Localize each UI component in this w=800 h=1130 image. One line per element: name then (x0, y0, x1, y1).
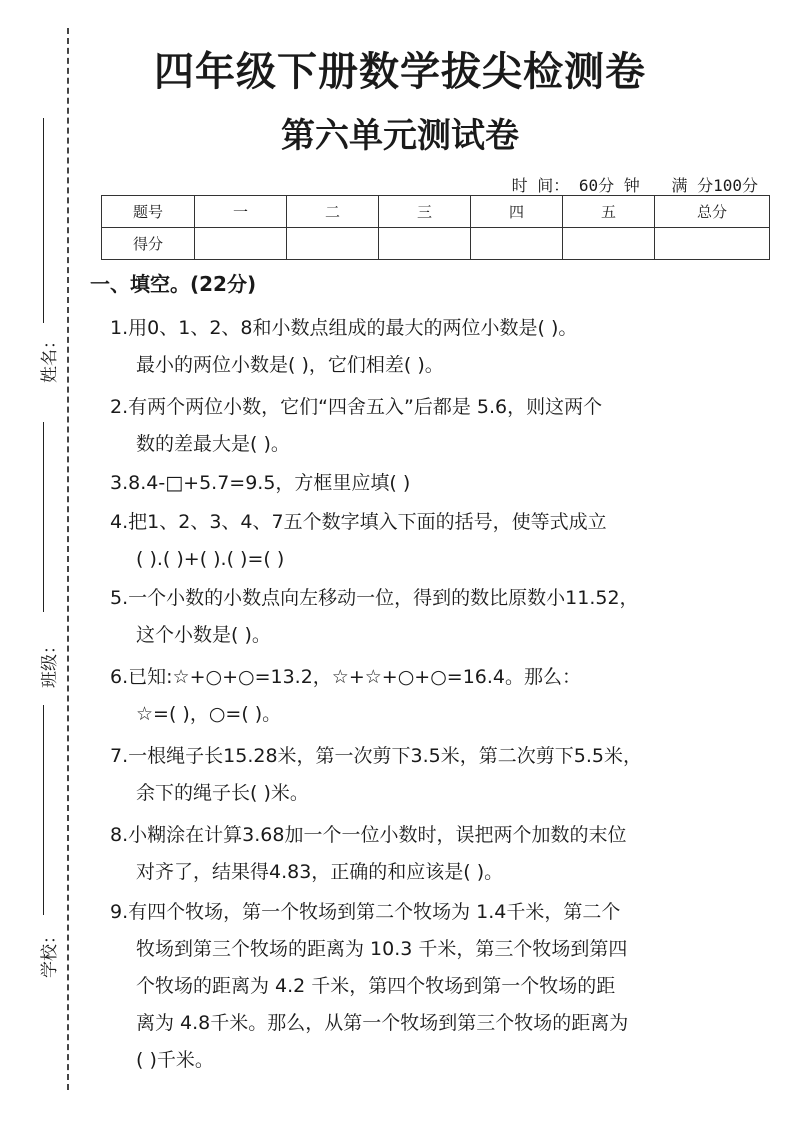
page-subtitle: 第六单元测试卷 (281, 116, 519, 156)
question-number: 9. (110, 901, 129, 923)
question-first-line (110, 817, 626, 854)
header-cell: 四 (471, 196, 563, 228)
class-underline (43, 422, 44, 612)
section-heading: 一、填空。(22分) (90, 272, 257, 296)
question-item (110, 465, 410, 502)
question-number: 4. (110, 511, 129, 533)
question-number: 7. (110, 745, 129, 767)
score-table-score-row (102, 228, 770, 260)
question-text: 已知:☆+○+○=13.2，☆+☆+○+○=16.4。那么： (128, 666, 582, 688)
score-cell[interactable] (655, 228, 770, 260)
question-number: 3. (110, 472, 129, 494)
question-item (110, 504, 607, 578)
question-text: 一根绳子长15.28米，第一次剪下3.5米，第二次剪下5.5米， (128, 745, 642, 767)
exam-meta (490, 173, 758, 196)
question-number: 2. (110, 396, 129, 418)
question-first-line (110, 310, 577, 347)
question-item (110, 659, 581, 733)
question-number: 8. (110, 824, 129, 846)
question-continuation-line: 离为 4.8千米。那么，从第一个牧场到第三个牧场的距离为 (136, 1012, 629, 1034)
header-cell: 题号 (102, 196, 195, 228)
score-cell[interactable] (287, 228, 379, 260)
full-score: 满 分100分 (671, 176, 758, 195)
question-first-line (110, 389, 602, 426)
score-cell[interactable] (563, 228, 655, 260)
header-cell: 总分 (655, 196, 770, 228)
header-cell: 五 (563, 196, 655, 228)
question-continuation-line: 这个小数是( )。 (136, 624, 271, 646)
question-text: 8.4-□+5.7=9.5，方框里应填( ) (128, 472, 411, 494)
question-item (110, 738, 642, 812)
header-cell: 三 (379, 196, 471, 228)
question-text: 小糊涂在计算3.68加一个一位小数时，误把两个加数的末位 (128, 824, 627, 846)
question-item (110, 389, 602, 463)
question-item (110, 580, 639, 654)
question-continuation-line: 个牧场的距离为 4.2 千米，第四个牧场到第一个牧场的距 (136, 975, 616, 997)
page-title: 四年级下册数学拔尖检测卷 (154, 49, 646, 95)
question-text: 有两个两位小数，它们“四舍五入”后都是 5.6，则这两个 (128, 396, 603, 418)
question-text: 用0、1、2、8和小数点组成的最大的两位小数是( )。 (128, 317, 578, 339)
question-first-line (110, 894, 628, 931)
question-item (110, 817, 626, 891)
header-cell: 一 (195, 196, 287, 228)
question-first-line (110, 504, 607, 541)
question-item (110, 310, 577, 384)
binding-dashed-line (67, 28, 69, 1090)
question-number: 5. (110, 587, 129, 609)
side-class-label: 班级： (40, 637, 60, 688)
question-item (110, 894, 628, 1079)
question-first-line (110, 465, 410, 502)
question-text: 有四个牧场，第一个牧场到第二个牧场为 1.4千米，第二个 (128, 901, 621, 923)
question-continuation-line: ☆=( )，○=( )。 (136, 703, 282, 725)
question-continuation-line: 牧场到第三个牧场的距离为 10.3 千米，第三个牧场到第四 (136, 938, 628, 960)
question-continuation-line: ( ).( )+( ).( )=( ) (136, 548, 285, 570)
question-first-line (110, 659, 581, 696)
question-continuation-line: 数的差最大是( )。 (136, 433, 290, 455)
question-continuation-line: ( )千米。 (136, 1049, 214, 1071)
score-row-label: 得分 (102, 228, 195, 260)
question-continuation-line: 余下的绳子长( )米。 (136, 782, 309, 804)
time-limit: 时 间： 60分 钟 (511, 176, 640, 195)
question-continuation-line: 最小的两位小数是( )，它们相差( )。 (136, 354, 444, 376)
side-school-label: 学校： (40, 927, 60, 978)
question-text: 把1、2、3、4、7五个数字填入下面的括号，使等式成立 (128, 511, 607, 533)
score-cell[interactable] (379, 228, 471, 260)
question-first-line (110, 738, 642, 775)
score-table-header-row (102, 196, 770, 228)
header-cell: 二 (287, 196, 379, 228)
question-number: 1. (110, 317, 129, 339)
score-cell[interactable] (195, 228, 287, 260)
question-number: 6. (110, 666, 129, 688)
question-continuation-line: 对齐了，结果得4.83，正确的和应该是( )。 (136, 861, 504, 883)
question-text: 一个小数的小数点向左移动一位，得到的数比原数小11.52， (128, 587, 639, 609)
question-first-line (110, 580, 639, 617)
school-underline (43, 705, 44, 915)
score-table (101, 195, 770, 260)
score-cell[interactable] (471, 228, 563, 260)
side-name-label: 姓名： (40, 332, 60, 383)
